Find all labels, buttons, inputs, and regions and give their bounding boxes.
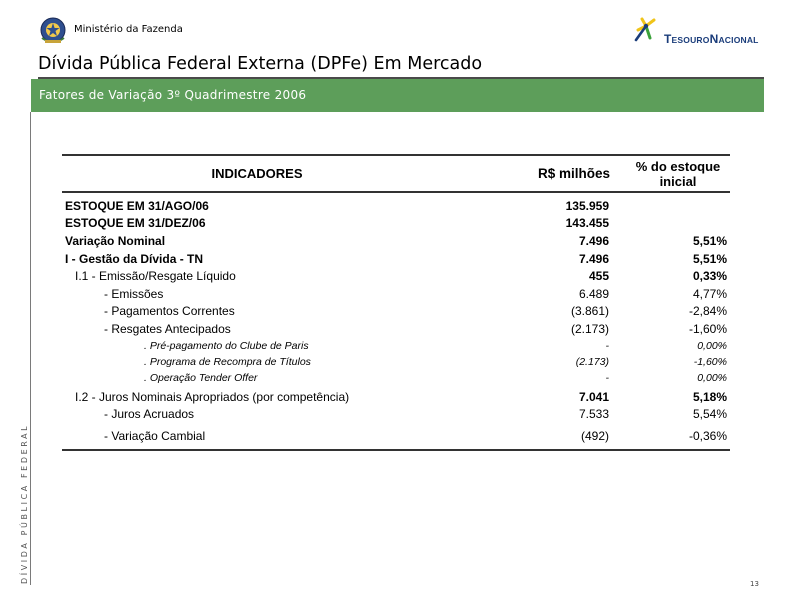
row-pct: -0,36% — [688, 428, 727, 443]
table-row — [62, 303, 730, 321]
row-value: 7.533 — [578, 407, 609, 422]
row-value: (3.861) — [570, 304, 609, 319]
row-label: . Operação Tender Offer — [144, 371, 258, 384]
table-row — [62, 338, 730, 354]
ministry-name: Ministério da Fazenda — [74, 24, 183, 35]
row-value: 7.041 — [578, 389, 609, 404]
row-pct: -1,60% — [688, 321, 727, 336]
side-divider — [30, 112, 31, 585]
row-label: . Pré-pagamento do Clube de Paris — [144, 339, 309, 352]
table-row — [62, 405, 730, 423]
table-row — [62, 232, 730, 250]
row-label: ESTOQUE EM 31/DEZ/06 — [65, 216, 206, 231]
side-label: DÍVIDA PÚBLICA FEDERAL — [20, 423, 29, 584]
row-value: (2.173) — [570, 321, 609, 336]
row-label: - Variação Cambial — [104, 428, 206, 443]
row-label: - Pagamentos Correntes — [104, 304, 235, 319]
header-indicadores: INDICADORES — [211, 166, 303, 181]
row-pct: 0,00% — [697, 371, 727, 384]
header-rs-milhoes: R$ milhões — [537, 166, 610, 181]
row-value: (2.173) — [575, 355, 609, 368]
row-value: 6.489 — [578, 286, 609, 301]
row-pct: 0,00% — [697, 339, 727, 352]
row-pct: 5,51% — [692, 251, 727, 266]
row-pct: -2,84% — [688, 304, 727, 319]
table-row — [62, 250, 730, 268]
table-row — [62, 388, 730, 406]
row-label: Variação Nominal — [65, 233, 166, 248]
table-row — [62, 267, 730, 285]
row-label: - Resgates Antecipados — [104, 321, 231, 336]
row-pct: -1,60% — [693, 355, 727, 368]
row-pct: 5,54% — [692, 407, 727, 422]
row-label: - Juros Acruados — [104, 407, 195, 422]
table-body — [62, 193, 730, 445]
row-value: 143.455 — [565, 216, 609, 231]
subtitle: Fatores de Variação 3º Quadrimestre 2006 — [39, 88, 307, 102]
row-label: . Programa de Recompra de Títulos — [144, 355, 311, 368]
row-value: 455 — [588, 269, 609, 284]
table-row — [62, 427, 730, 445]
row-value: 135.959 — [565, 198, 609, 213]
row-label: ESTOQUE EM 31/AGO/06 — [65, 198, 209, 213]
table-bottom-rule — [62, 449, 730, 451]
row-value: 7.496 — [578, 251, 609, 266]
table-row — [62, 285, 730, 303]
row-value: - — [605, 371, 609, 384]
subtitle-band — [31, 79, 764, 112]
row-pct: 0,33% — [692, 269, 727, 284]
row-label: I.2 - Juros Nominais Apropriados (por competência) — [75, 389, 350, 404]
row-pct: 4,77% — [692, 286, 727, 301]
row-label: I - Gestão da Dívida - TN — [65, 251, 204, 266]
indicators-table — [62, 154, 730, 451]
row-value: - — [605, 339, 609, 352]
header-pct-estoque — [612, 159, 730, 189]
row-value: (492) — [580, 428, 609, 443]
page-number: 13 — [750, 580, 759, 588]
row-pct: 5,18% — [692, 389, 727, 404]
row-pct: 5,51% — [692, 233, 727, 248]
table-header — [62, 156, 730, 191]
table-row — [62, 197, 730, 215]
header-pct-line2: inicial — [659, 173, 697, 189]
row-value: 7.496 — [578, 233, 609, 248]
page-title: Dívida Pública Federal Externa (DPFe) Em Mercado — [38, 54, 483, 74]
row-label: - Emissões — [104, 286, 164, 301]
tesouro-nacional-wordmark: TESOURONACIONAL — [664, 32, 759, 46]
coat-of-arms-icon — [38, 16, 68, 46]
table-row — [62, 320, 730, 338]
header-pct-line1: % do estoque — [635, 158, 721, 174]
row-label: I.1 - Emissão/Resgate Líquido — [75, 269, 236, 284]
table-row — [62, 354, 730, 370]
table-row — [62, 215, 730, 233]
table-row — [62, 370, 730, 386]
